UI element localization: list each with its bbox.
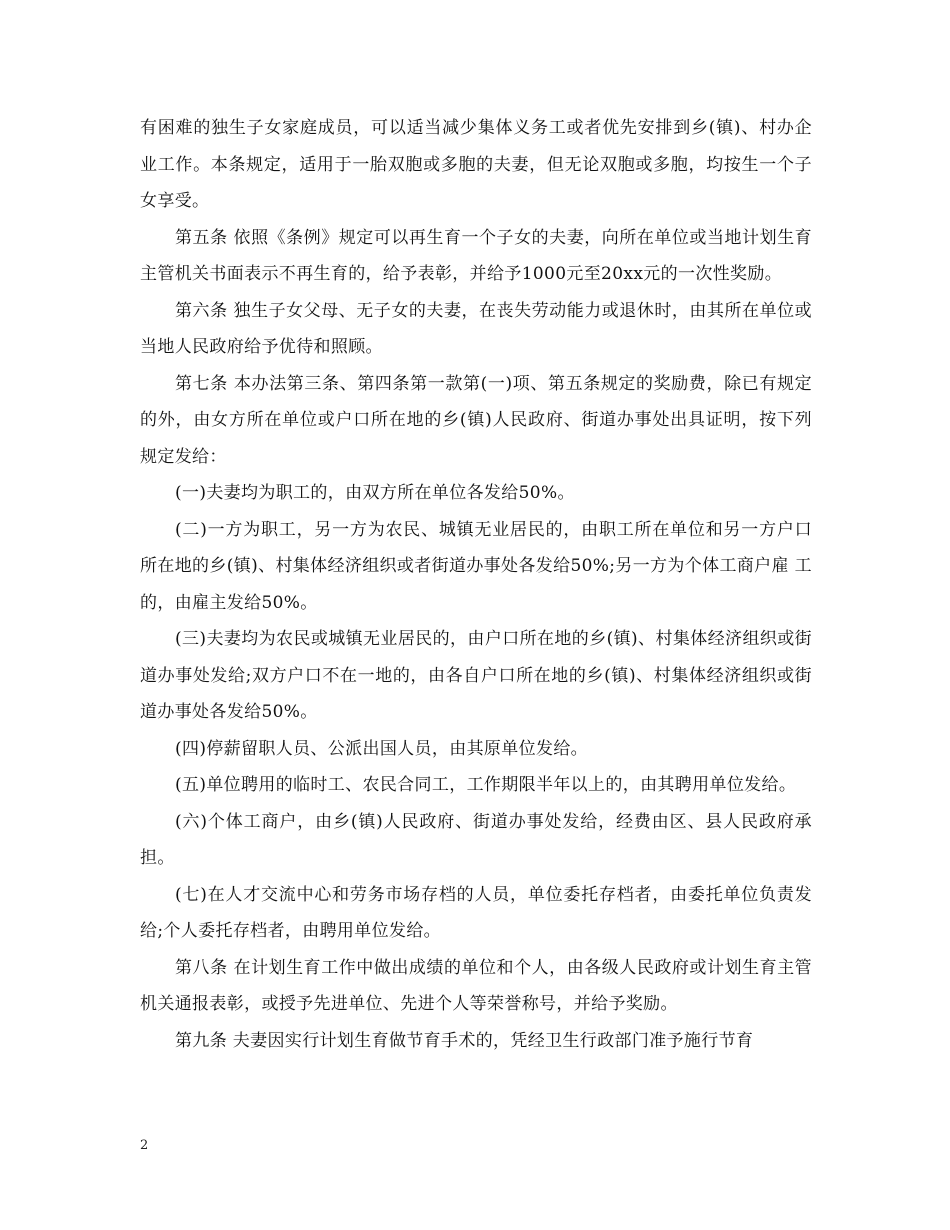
paragraph-item-4: (四)停薪留职人员、公派出国人员，由其原单位发给。 <box>175 738 589 759</box>
paragraph-item-3: (三)夫妻均为农民或城镇无业居民的，由户口所在地的乡(镇)、村集体经济组织或街道办事处发给;双方户口不在一地的，由各自户口所在地的乡(镇)、村集体经济组织或街道办事处各发给50%。 <box>140 629 812 722</box>
paragraph-item-7: (七)在人才交流中心和劳务市场存档的人员，单位委托存档者，由委托单位负责发给;个人委托存档者，由聘用单位发给。 <box>140 884 812 941</box>
document-body <box>140 110 812 1059</box>
page-number: 2 <box>140 1138 149 1153</box>
paragraph-continuation: 有困难的独生子女家庭成员，可以适当减少集体义务工或者优先安排到乡(镇)、村办企 业工作。本条规定，适用于一胎双胞或多胞的夫妻，但无论双胞或多胞，均按生一个子女享受。 <box>140 118 812 211</box>
paragraph-item-6: (六)个体工商户，由乡(镇)人民政府、街道办事处发给，经费由区、县人民政府承担。 <box>140 811 812 868</box>
paragraph-article-5: 第五条 依照《条例》规定可以再生育一个子女的夫妻，向所在单位或当地计划生育主管机关书面表示不再生育的，给予表彰，并给予1000元至20xx元的一次性奖励。 <box>140 227 812 284</box>
paragraph-article-8: 第八条 在计划生育工作中做出成绩的单位和个人，由各级人民政府或计划生育主管机关通报表彰，或授予先进单位、先进个人等荣誉称号，并给予奖励。 <box>140 957 812 1014</box>
paragraph-item-5: (五)单位聘用的临时工、农民合同工，工作期限半年以上的，由其聘用单位发给。 <box>175 775 797 795</box>
paragraph-article-7: 第七条 本办法第三条、第四条第一款第(一)项、第五条规定的奖励费，除已有规定 的外，由女方所在单位或户口所在地的乡(镇)人民政府、街道办事处出具证明，按下列规定发给： <box>140 373 812 467</box>
paragraph-article-9: 第九条 夫妻因实行计划生育做节育手术的，凭经卫生行政部门准予施行节育 <box>175 1030 754 1051</box>
paragraph-article-6: 第六条 独生子女父母、无子女的夫妻，在丧失劳动能力或退休时，由其所在单位或当地人民政府给予优待和照顾。 <box>140 300 812 357</box>
paragraph-item-1: (一)夫妻均为职工的，由双方所在单位各发给50%。 <box>175 483 575 503</box>
paragraph-item-2: (二)一方为职工，另一方为农民、城镇无业居民的，由职工所在单位和另一方户口所在地的乡(镇)、村集体经济组织或者街道办事处各发给50%;另一方为个体工商户雇 工的，由雇主发给50%。 <box>140 519 812 613</box>
